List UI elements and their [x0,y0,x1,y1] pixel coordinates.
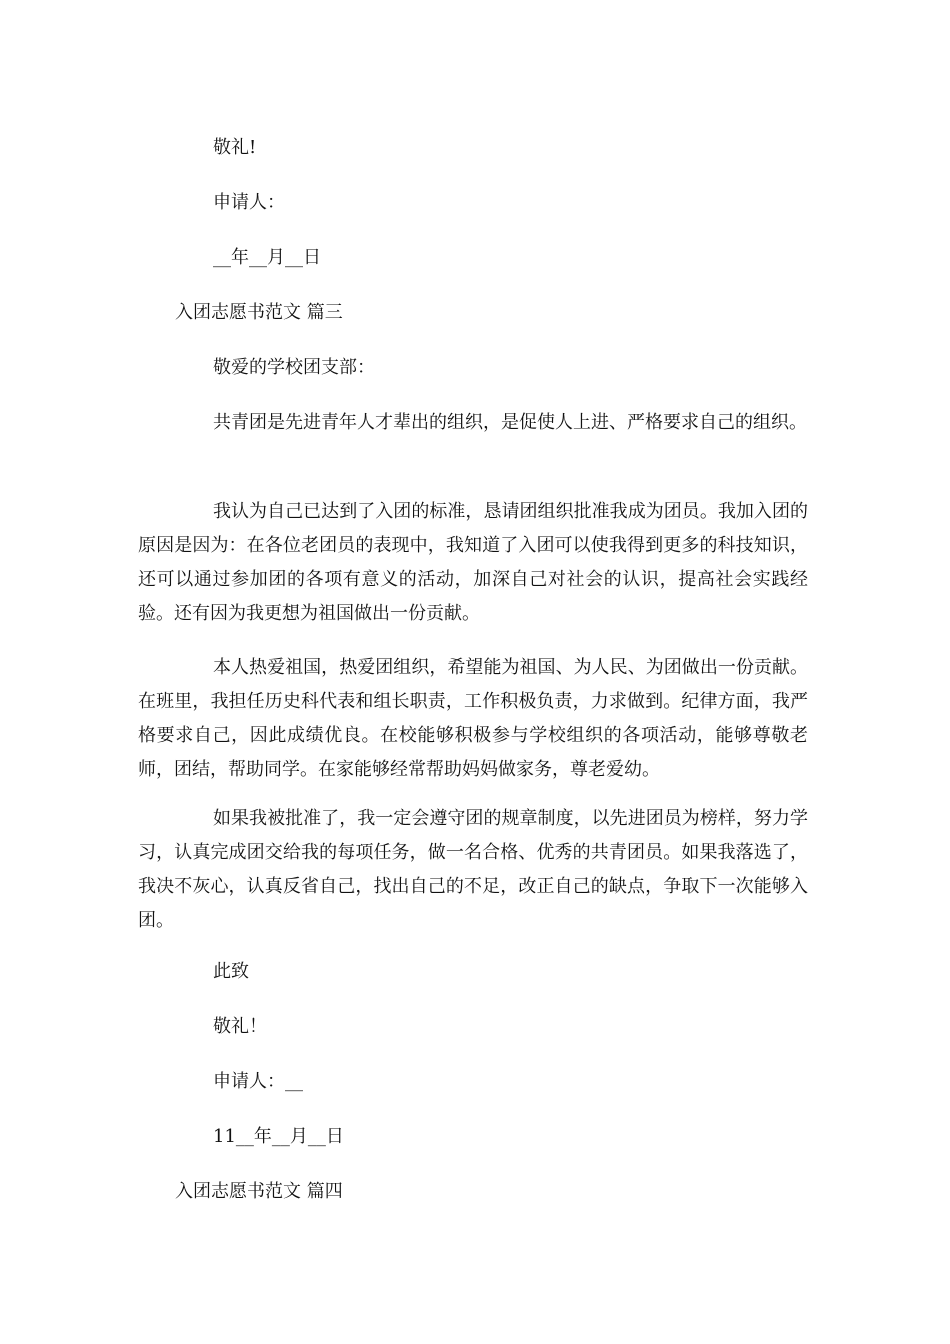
section-heading-4: 入团志愿书范文 篇四 [175,1181,343,1202]
date-line-2: 11__年__月__日 [213,1126,344,1147]
applicant-line-2: 申请人：__ [213,1071,303,1092]
paragraph-4: 如果我被批准了，我一定会遵守团的规章制度，以先进团员为榜样，努力学习，认真完成团交给我的每项任务，做一名合格、优秀的共青团员。如果我落选了，我决不灰心，认真反省自己，找出自己的不足，改正自己的缺点，争取下一次能够入团。 [138,808,808,931]
paragraph-2: 我认为自己已达到了入团的标准，恳请团组织批准我成为团员。我加入团的原因是因为：在各位老团员的表现中，我知道了入团可以使我得到更多的科技知识，还可以通过参加团的各项有意义的活动，加深自己对社会的认识，提高社会实践经验。还有因为我更想为祖国做出一份贡献。 [138,501,808,624]
greeting-line: 敬爱的学校团支部： [213,357,375,378]
closing-line: 此致 [213,961,249,982]
date-line: __年__月__日 [213,247,321,268]
salute-line-2: 敬礼！ [213,1016,267,1037]
section-heading-3: 入团志愿书范文 篇三 [175,302,343,323]
paragraph-3: 本人热爱祖国，热爱团组织，希望能为祖国、为人民、为团做出一份贡献。在班里，我担任历史科代表和组长职责，工作积极负责，力求做到。纪律方面，我严格要求自己，因此成绩优良。在校能够积极参与学校组织的各项活动，能够尊敬老师，团结，帮助同学。在家能够经常帮助妈妈做家务，尊老爱幼。 [138,657,808,780]
salute-line: 敬礼! [213,137,257,158]
paragraph-1: 共青团是先进青年人才辈出的组织，是促使人上进、严格要求自己的组织。 [213,412,807,433]
applicant-line: 申请人： [213,192,285,213]
